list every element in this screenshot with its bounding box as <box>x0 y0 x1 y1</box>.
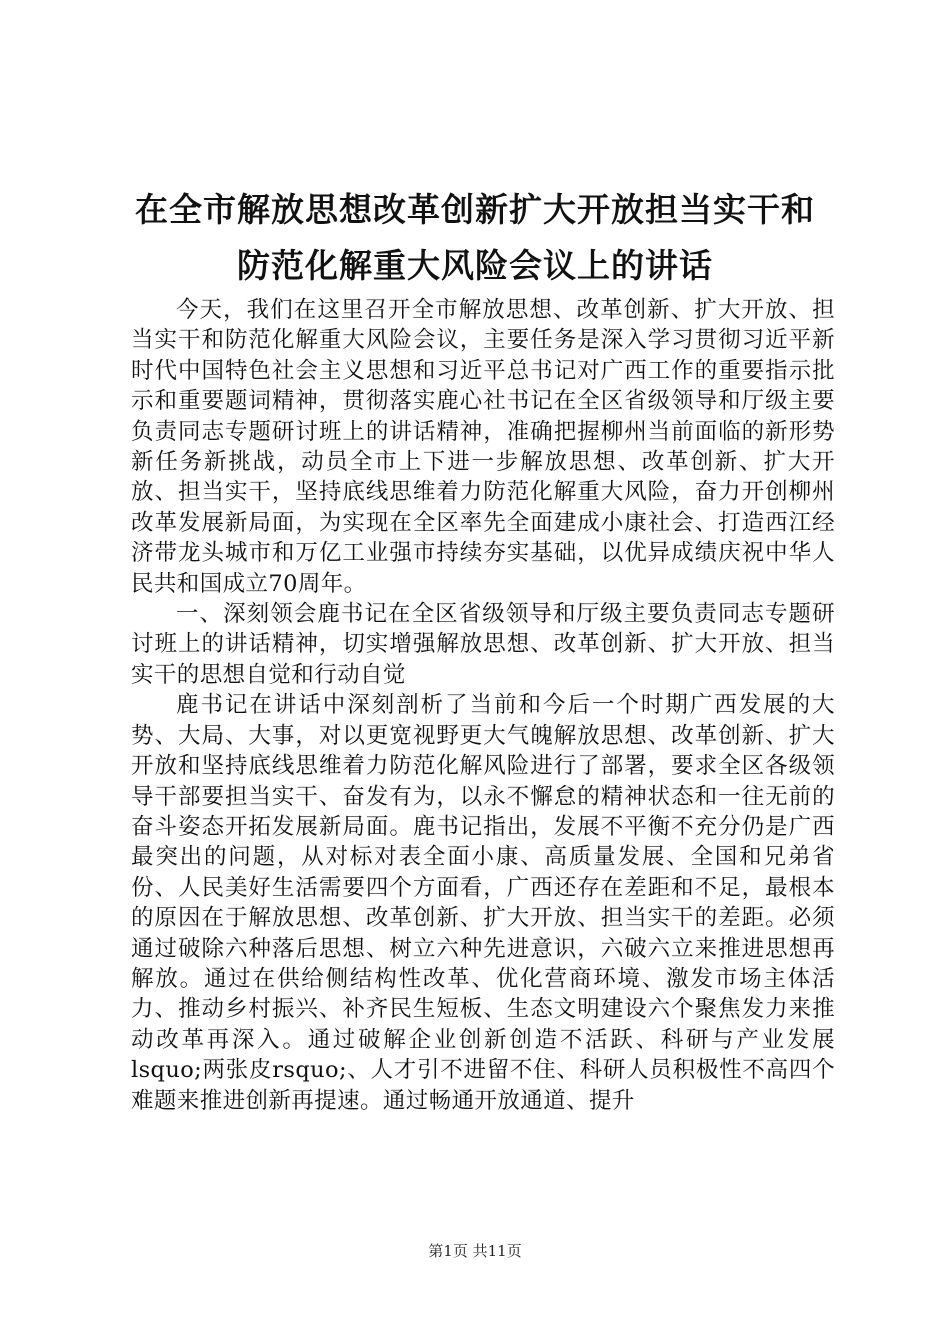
title-line-1: 在全市解放思想改革创新扩大开放担当实干和 <box>135 190 815 229</box>
page-footer: 第1页 共11页 <box>428 1242 522 1260</box>
document-title <box>100 182 850 294</box>
section-heading: 一、深刻领会鹿书记在全区省级领导和厅级主要负责同志专题研讨班上的讲话精神，切实增强解放思想、改革创新、扩大开放、担当实干的思想自觉和行动自觉 <box>131 601 835 688</box>
paragraph: 今天，我们在这里召开全市解放思想、改革创新、扩大开放、担当实干和防范化解重大风险会议，主要任务是深入学习贯彻习近平新时代中国特色社会主义思想和习近平总书记对广西工作的重要指示批示和重要题词精神，贯彻落实鹿心社书记在全区省级领导和厅级主要负责同志专题研讨班上的讲话精神，准确把握柳州当前面临的新形势新任务新挑战，动员全市上下进一步解放思想、改革创新、扩大开放、担当实干，坚持底线思维着力防范化解重大风险，奋力开创柳州改革发展新局面，为实现在全区率先全面建成小康社会、打造西江经济带龙头城市和万亿工业强市持续夯实基础，以优异成绩庆祝中华人民共和国成立70周年。 <box>131 297 835 597</box>
document-body <box>131 295 835 1116</box>
paragraph: 鹿书记在讲话中深刻剖析了当前和今后一个时期广西发展的大势、大局、大事，对以更宽视野更大气魄解放思想、改革创新、扩大开放和坚持底线思维着力防范化解风险进行了部署，要求全区各级领导干部要担当实干、奋发有为，以永不懈怠的精神状态和一往无前的奋斗姿态开拓发展新局面。鹿书记指出，发展不平衡不充分仍是广西最突出的问题，从对标对表全面小康、高质量发展、全国和兄弟省份、人民美好生活需要四个方面看，广西还存在差距和不足，最根本的原因在于解放思想、改革创新、扩大开放、担当实干的差距。必须通过破除六种落后思想、树立六种先进意识，六破六立来推进思想再解放。通过在供给侧结构性改革、优化营商环境、激发市场主体活力、推动乡村振兴、补齐民生短板、生态文明建设六个聚焦发力来推动改革再深入。通过破解企业创新创造不活跃、科研与产业发展lsquo;两张皮rsquo;、人才引不进留不住、科研人员积极性不高四个难题来推进创新再提速。通过畅通开放通道、提升 <box>131 692 835 1114</box>
title-line-2: 防范化解重大风险会议上的讲话 <box>237 246 713 285</box>
